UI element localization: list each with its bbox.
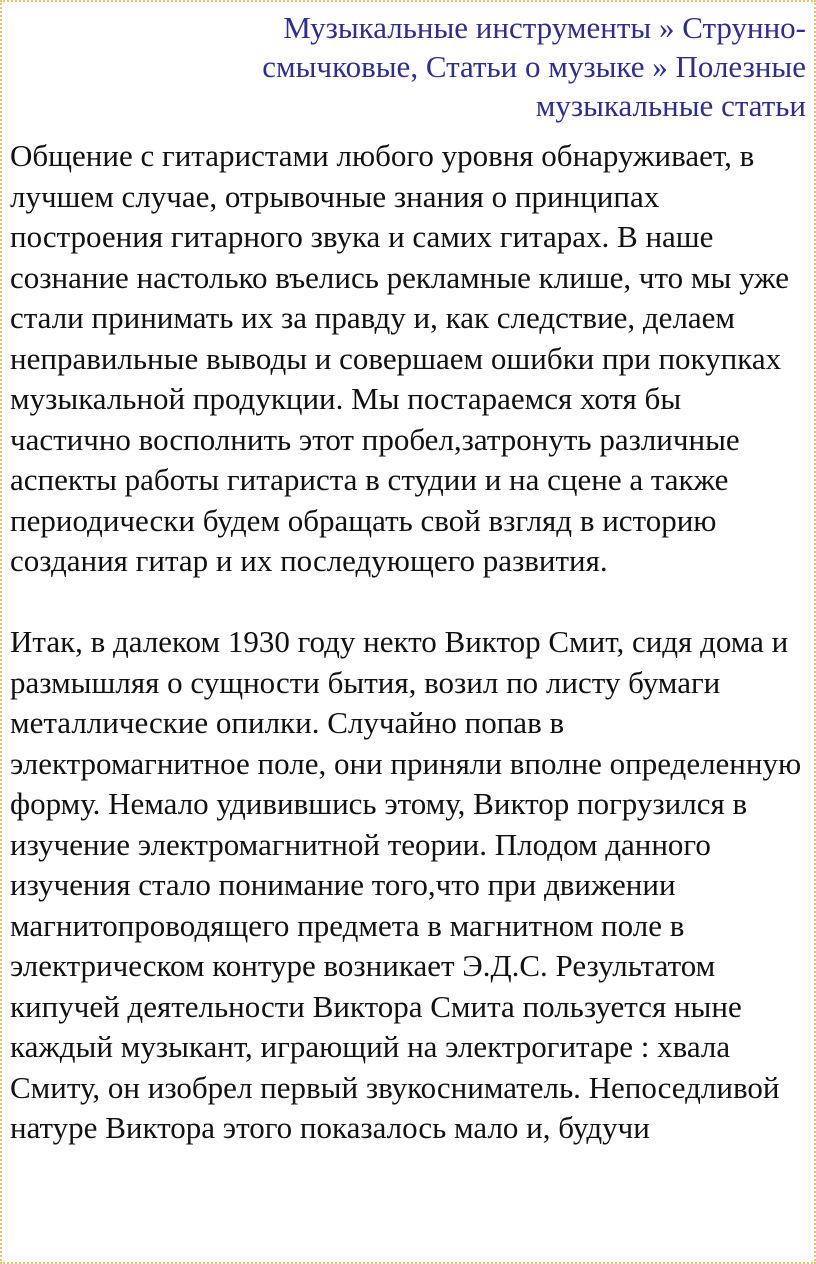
article-paragraph-1: Общение с гитаристами любого уровня обнаруживает, в лучшем случае, отрывочные знания о принципах построения гитарного звука и самих гитарах. В наше сознание настолько въелись рекламные клише, что мы уже стали принимать их за правду и, как следствие, делаем неправильные выводы и совершаем ошибки при покупках музыкальной продукции. Мы постараемся хотя бы частично восполнить этот пробел,затронуть различные аспекты работы гитариста в студии и на сцене а также периодически будем обращать свой взгляд в историю создания гитар и их последующего развития. xyxy=(10,138,789,578)
breadcrumb-separator: , xyxy=(410,49,426,84)
article-body xyxy=(10,136,806,1149)
article-paragraph-2: Итак, в далеком 1930 году некто Виктор Смит, сидя дома и размышляя о сущности бытия, возил по листу бумаги металлические опилки. Случайно попав в электромагнитное поле, они приняли вполне определенную форму. Немало удивившись этому, Виктор погрузился в изучение электромагнитной теории. Плодом данного изучения стало понимание того,что при движении магнитопроводящего предмета в магнитном поле в электрическом контуре возникает Э.Д.С. Результатом кипучей деятельности Виктора Смита пользуется ныне каждый музыкант, играющий на электрогитаре : хвала Смиту, он изобрел первый звукосниматель. Непоседливой натуре Виктора этого показалось мало и, будучи xyxy=(10,624,802,1145)
breadcrumb-link-music-articles[interactable]: Статьи о музыке xyxy=(425,49,645,84)
paragraph-gap xyxy=(10,582,806,623)
breadcrumb-link-musical-instruments[interactable]: Музыкальные инструменты xyxy=(283,10,652,45)
breadcrumb-separator: » xyxy=(651,10,683,45)
breadcrumb-link-useful-music-articles[interactable]: Полезные музыкальные статьи xyxy=(535,49,806,123)
breadcrumb xyxy=(206,8,806,125)
breadcrumb-link-bowed-strings[interactable]: Струнно-смычковые xyxy=(262,10,806,84)
breadcrumb-separator: » xyxy=(644,49,676,84)
